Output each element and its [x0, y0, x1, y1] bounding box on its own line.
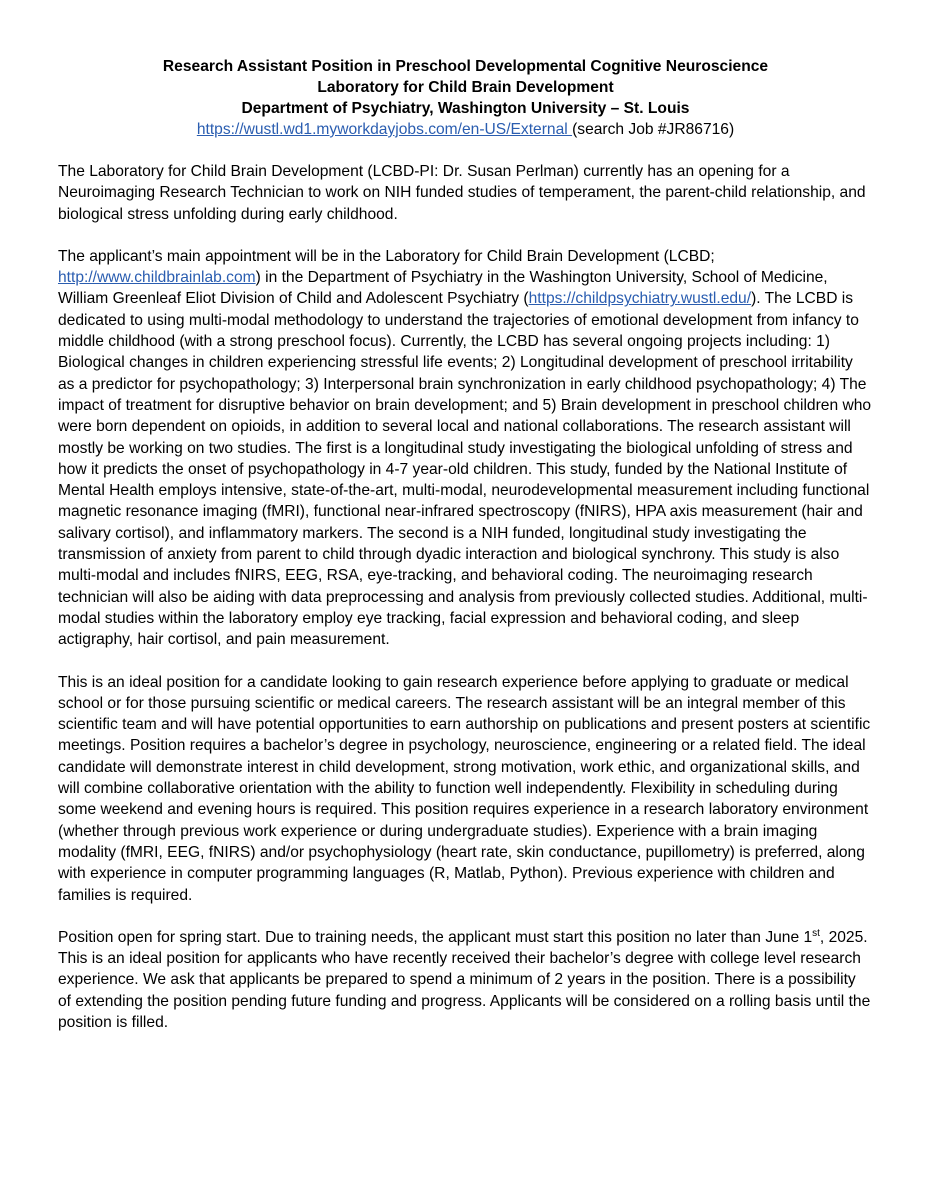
start-date-paragraph	[58, 927, 873, 1033]
job-link-line	[58, 119, 873, 140]
job-posting-link[interactable]: https://wustl.wd1.myworkdayjobs.com/en-US/External	[196, 121, 573, 138]
ordinal-suffix: st	[812, 927, 820, 939]
ideal-candidate-paragraph: This is an ideal position for a candidate looking to gain research experience before applying to graduate or medical school or for those pursuing scientific or medical careers. The research assistant will be an integral member of this scientific team and will have potential opportunities to earn authorship on publications and present posters at scientific meetings. Position requires a bachelor’s degree in psychology, neuroscience, engineering or a related field. The ideal candidate will demonstrate interest in child development, strong motivation, work ethic, and organizational skills, and will combine collaborative orientation with the ability to function well independently. Flexibility in scheduling during some weekend and evening hours is required. This position requires experience in a research laboratory environment (whether through previous work experience or during undergraduate studies). Experience with a brain imaging modality (fMRI, EEG, fNIRS) and/or psychophysiology (heart rate, skin conductance, pupillometry) is preferred, along with experience in computer programming languages (R, Matlab, Python). Previous experience with children and families is required.	[58, 673, 871, 904]
intro-paragraph: The Laboratory for Child Brain Development (LCBD-PI: Dr. Susan Perlman) currently has an opening for a Neuroimaging Research Technician to work on NIH funded studies of temperament, the parent-child relationship, and biological stress unfolding during early childhood.	[58, 163, 866, 223]
document-page	[58, 56, 873, 1033]
document-header	[58, 56, 873, 140]
lab-name: Laboratory for Child Brain Development	[317, 79, 614, 96]
appointment-paragraph	[58, 246, 873, 651]
childbrainlab-link[interactable]: http://www.childbrainlab.com	[58, 269, 256, 287]
start-text-a: Position open for spring start. Due to training needs, the applicant must start this position no later than June 1	[58, 928, 813, 946]
position-title: Research Assistant Position in Preschool Developmental Cognitive Neuroscience	[162, 58, 769, 75]
department-name: Department of Psychiatry, Washington University – St. Louis	[241, 100, 690, 117]
appointment-text-b: ) in the Department of Psychiatry in the Washington University, School of Medicine, William Greenleaf Eliot Division of Child and Adolescent Psychiatry (	[58, 269, 828, 308]
start-text-b: , 2025. This is an ideal position for applicants who have recently received their bachelor’s degree with college level research experience. We ask that applicants be prepared to spend a minimum of 2 years in the position. There is a possibility of extending the position pending future funding and progress. Applicants will be considered on a rolling basis until the position is filled.	[58, 928, 871, 1031]
job-search-note: (search Job #JR86716)	[572, 121, 735, 138]
appointment-text-c: ). The LCBD is dedicated to using multi-modal methodology to understand the trajectories of emotional development from infancy to middle childhood (with a strong preschool focus). Currently, the LCBD has several ongoing projects including: 1) Biological changes in children experiencing stressful life events; 2) Longitudinal development of preschool irritability as a predictor for psychopathology; 3) Interpersonal brain synchronization in early childhood psychopathology; 4) The impact of treatment for disruptive behavior on brain development; and 5) Brain development in preschool children who were born dependent on opioids, in addition to several local and national collaborations. The research assistant will mostly be working on two studies. The first is a longitudinal study investigating the biological unfolding of stress and how it predicts the onset of psychopathology in 4-7 year-old children. This study, funded by the National Institute of Mental Health employs intensive, state-of-the-art, multi-modal, neurodevelopmental measurement including functional magnetic resonance imaging (fMRI), functional near-infrared spectroscopy (fNIRS), HPA axis measurement (hair and salivary cortisol), and inflammatory markers. The second is a NIH funded, longitudinal study investigating the transmission of anxiety from parent to child through dyadic interaction and biological synchrony. This study is also multi-modal and includes fNIRS, EEG, RSA, eye-tracking, and behavioral coding. The neuroimaging research technician will also be aiding with data preprocessing and analysis from previously collected studies. Additional, multi-modal studies within the laboratory employ eye tracking, facial expression and behavioral coding, and sleep actigraphy, hair cortisol, and pain measurement.	[58, 290, 872, 649]
appointment-text-a: The applicant’s main appointment will be in the Laboratory for Child Brain Development (LCBD;	[58, 247, 715, 265]
childpsychiatry-link[interactable]: https://childpsychiatry.wustl.edu/	[528, 290, 752, 308]
